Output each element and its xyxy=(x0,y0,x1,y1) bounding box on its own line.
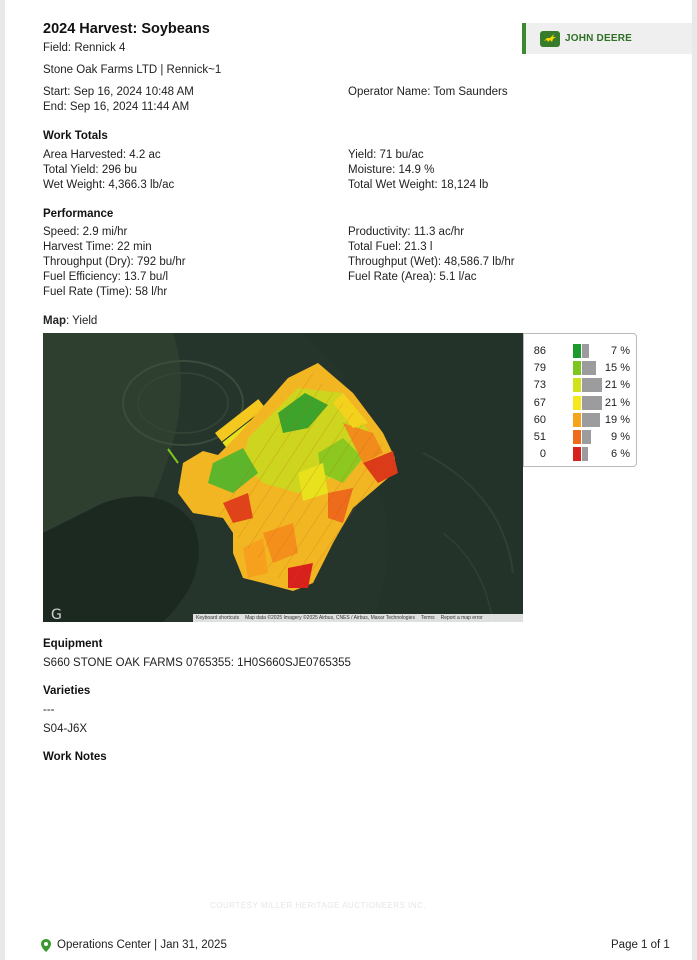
variety-name: S04-J6X xyxy=(43,723,88,735)
throughput-wet: Throughput (Wet): 48,586.7 lb/hr xyxy=(348,256,515,268)
map-label xyxy=(43,315,97,327)
yield-legend xyxy=(523,333,637,467)
fuel-rate-area: Fuel Rate (Area): 5.1 l/ac xyxy=(348,271,477,283)
legend-swatch xyxy=(573,361,581,375)
total-fuel: Total Fuel: 21.3 l xyxy=(348,241,433,253)
legend-row xyxy=(524,360,636,376)
legend-percent: 19 % xyxy=(604,413,630,426)
legend-percent: 9 % xyxy=(611,431,630,443)
legend-row xyxy=(524,429,636,445)
farm-name: Stone Oak Farms LTD | Rennick~1 xyxy=(43,64,222,76)
equipment-value: S660 STONE OAK FARMS 0765355: 1H0S660SJE0765355 xyxy=(43,657,351,669)
area-harvested: Area Harvested: 4.2 ac xyxy=(43,149,161,161)
legend-value: 67 xyxy=(533,396,546,409)
start-time: Start: Sep 16, 2024 10:48 AM xyxy=(43,86,194,98)
terms-link[interactable]: Terms xyxy=(420,615,435,621)
harvest-time: Harvest Time: 22 min xyxy=(43,241,152,253)
throughput-dry: Throughput (Dry): 792 bu/hr xyxy=(43,256,186,268)
field-name: Field: Rennick 4 xyxy=(43,42,126,54)
legend-value: 79 xyxy=(533,362,546,375)
legend-row xyxy=(524,377,636,393)
legend-percent: 21 % xyxy=(604,379,630,392)
end-time: End: Sep 16, 2024 11:44 AM xyxy=(43,101,190,113)
map-label-bold: Map xyxy=(43,315,66,327)
legend-value: 60 xyxy=(533,413,546,426)
legend-bar xyxy=(582,378,602,392)
legend-bar xyxy=(582,344,589,358)
legend-bar xyxy=(582,413,600,427)
varieties-heading: Varieties xyxy=(43,685,91,697)
speed: Speed: 2.9 mi/hr xyxy=(43,226,128,238)
location-pin-icon xyxy=(41,939,51,957)
legend-bar xyxy=(582,447,588,461)
legend-row xyxy=(524,343,636,359)
equipment-heading: Equipment xyxy=(43,638,103,650)
work-notes-heading: Work Notes xyxy=(43,751,107,763)
report-title: 2024 Harvest: Soybeans xyxy=(43,21,210,37)
legend-row xyxy=(524,446,636,462)
legend-swatch xyxy=(573,378,581,392)
moisture: Moisture: 14.9 % xyxy=(348,164,435,176)
page-number: Page 1 of 1 xyxy=(611,939,670,951)
john-deere-logo xyxy=(522,23,692,54)
productivity: Productivity: 11.3 ac/hr xyxy=(348,226,465,238)
total-wet-weight: Total Wet Weight: 18,124 lb xyxy=(348,179,489,191)
fuel-rate-time: Fuel Rate (Time): 58 l/hr xyxy=(43,286,168,298)
map-provider-mark: G xyxy=(51,607,62,622)
deer-icon xyxy=(540,31,560,47)
performance-heading: Performance xyxy=(43,208,114,220)
legend-value: 73 xyxy=(533,379,546,392)
yield: Yield: 71 bu/ac xyxy=(348,149,424,161)
legend-value: 51 xyxy=(533,431,546,443)
report-page xyxy=(5,0,692,960)
map-data-credit: Map data ©2025 Imagery ©2025 Airbus, CNES / Airbus, Maxar Technologies xyxy=(245,615,415,621)
legend-percent: 6 % xyxy=(611,448,630,461)
legend-swatch xyxy=(573,413,581,427)
map-attribution-bar xyxy=(193,614,523,622)
legend-bar xyxy=(582,396,602,410)
footer-left: Operations Center | Jan 31, 2025 xyxy=(57,939,227,951)
legend-swatch xyxy=(573,447,581,461)
legend-swatch xyxy=(573,344,581,358)
legend-value: 0 xyxy=(539,448,546,461)
legend-swatch xyxy=(573,396,581,410)
report-map-error-link[interactable]: Report a map error xyxy=(440,615,483,621)
legend-row xyxy=(524,412,636,428)
legend-percent: 15 % xyxy=(604,362,630,375)
satellite-imagery xyxy=(43,333,523,622)
legend-value: 86 xyxy=(533,345,546,357)
variety-placeholder: --- xyxy=(43,704,55,716)
yield-map[interactable] xyxy=(43,333,523,622)
legend-percent: 21 % xyxy=(604,396,630,409)
legend-swatch xyxy=(573,430,581,444)
fuel-efficiency: Fuel Efficiency: 13.7 bu/l xyxy=(43,271,169,283)
wet-weight: Wet Weight: 4,366.3 lb/ac xyxy=(43,179,175,191)
map-label-type: : Yield xyxy=(66,315,98,327)
total-yield: Total Yield: 296 bu xyxy=(43,164,137,176)
work-totals-heading: Work Totals xyxy=(43,130,108,142)
operator-name: Operator Name: Tom Saunders xyxy=(348,86,508,98)
brand-name: JOHN DEERE xyxy=(565,33,633,44)
legend-bar xyxy=(582,430,591,444)
keyboard-shortcuts-link[interactable]: Keyboard shortcuts xyxy=(196,615,240,621)
legend-percent: 7 % xyxy=(611,345,630,357)
legend-bar xyxy=(582,361,596,375)
watermark: COURTESY MILLER HERITAGE AUCTIONEERS INC. xyxy=(210,901,427,910)
legend-row xyxy=(524,395,636,411)
